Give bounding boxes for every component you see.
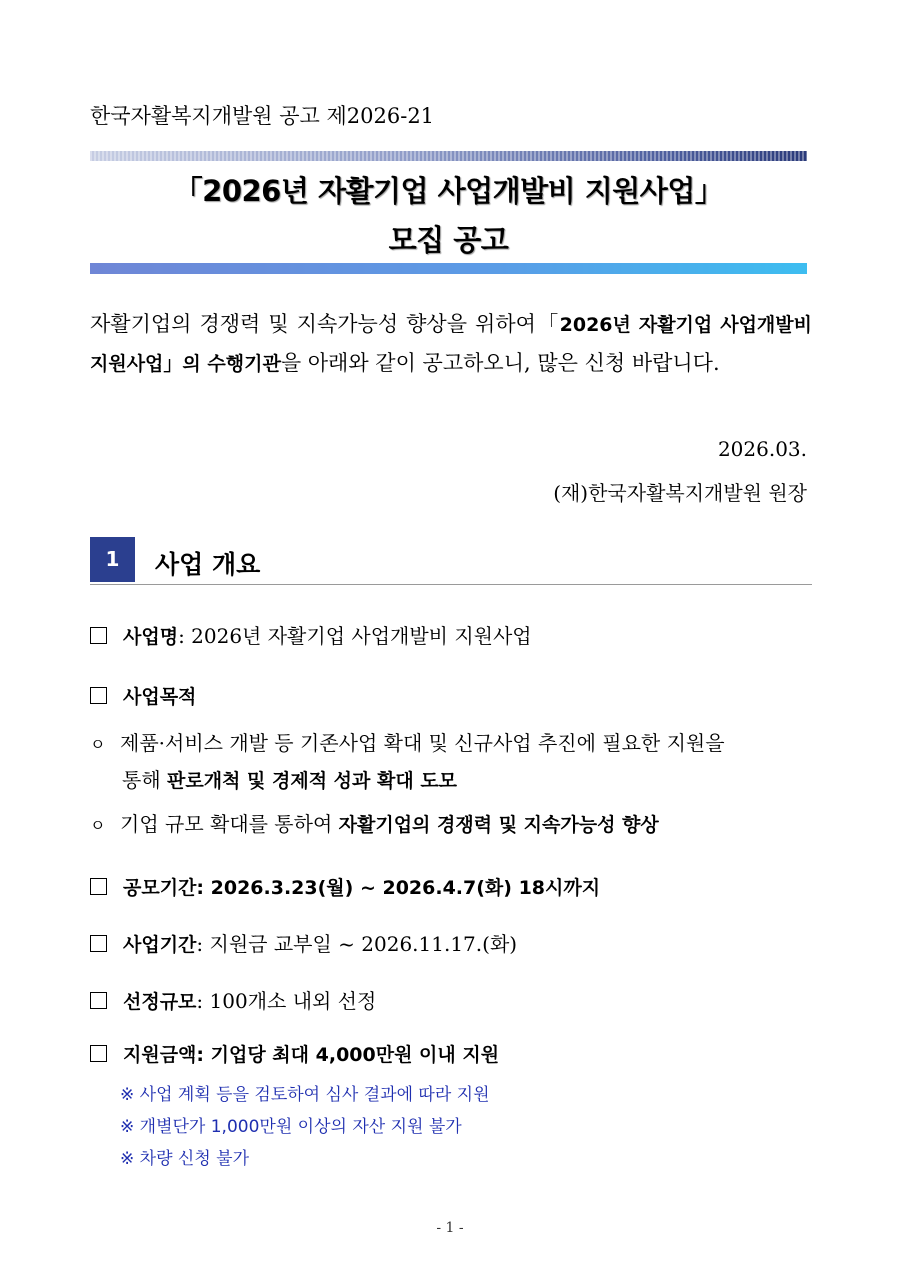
item-value: : 지원금 교부일 ~ 2026.11.17.(화): [196, 932, 518, 956]
item-label: 지원금액: [123, 1044, 197, 1066]
item-label: 사업기간: [123, 934, 197, 956]
support-note-2: ※ 개별단가 1,000만원 이상의 자산 지원 불가: [120, 1117, 462, 1137]
checkbox-square-icon: [90, 687, 107, 704]
item-business-purpose: [90, 682, 196, 709]
purpose-bullet-2: [90, 808, 659, 837]
purpose-bullet-1-continuation: [122, 764, 457, 793]
bullet-marker: ㅇ: [90, 816, 106, 835]
bullet-bold-text: 판로개척 및 경제적 성과 확대 도모: [167, 770, 458, 792]
item-label: 사업목적: [123, 686, 197, 708]
notice-number: 한국자활복지개발원 공고 제2026-21: [90, 104, 435, 128]
section-divider: [90, 584, 812, 585]
bullet-bold-text: 자활기업의 경쟁력 및 지속가능성 향상: [338, 814, 659, 836]
item-support-amount: [90, 1040, 499, 1067]
notice-date: 2026.03.: [717, 437, 807, 461]
checkbox-square-icon: [90, 1045, 107, 1062]
checkbox-square-icon: [90, 878, 107, 895]
bullet-text: 제품·서비스 개발 등 기존사업 확대 및 신규사업 추진에 필요한 지원을: [120, 731, 725, 755]
page-number: - 1 -: [436, 1220, 464, 1236]
item-label: 선정규모: [123, 991, 197, 1013]
item-business-name: [90, 620, 532, 649]
intro-text-2: 을 아래와 같이 공고하오니, 많은 신청 바랍니다.: [280, 351, 720, 375]
item-label: 공모기간: [123, 877, 197, 899]
section-title: 사업 개요: [155, 550, 261, 579]
intro-text-1: 자활기업의 경쟁력 및 지속가능성 향상을 위하여「: [90, 312, 560, 336]
item-recruit-period: [90, 873, 600, 900]
title-line-2: 모집 공고: [388, 223, 509, 257]
support-note-1: ※ 사업 계획 등을 검토하여 심사 결과에 따라 지원: [120, 1085, 490, 1105]
bullet-text: 통해: [122, 768, 167, 792]
bullet-marker: ㅇ: [90, 735, 106, 754]
title-bottom-bar: [90, 263, 807, 274]
title-top-bar-pattern: [90, 151, 807, 161]
item-selection-scale: [90, 985, 376, 1014]
bullet-text: 기업 규모 확대를 통하여: [120, 812, 339, 836]
support-note-3: ※ 차량 신청 불가: [120, 1149, 249, 1169]
checkbox-square-icon: [90, 935, 107, 952]
intro-paragraph: [90, 305, 812, 383]
section-number-badge: 1: [90, 537, 135, 582]
purpose-bullet-1: [90, 727, 725, 756]
issuing-organization: (재)한국자활복지개발원 원장: [553, 481, 807, 505]
checkbox-square-icon: [90, 627, 107, 644]
checkbox-square-icon: [90, 992, 107, 1009]
item-value: : 2026.3.23(월) ~ 2026.4.7(화) 18시까지: [196, 877, 601, 899]
item-business-period: [90, 928, 517, 957]
item-value: : 2026년 자활기업 사업개발비 지원사업: [178, 624, 532, 648]
item-value: : 100개소 내외 선정: [196, 989, 377, 1013]
item-label: 사업명: [123, 626, 179, 648]
title-line-1: 「2026년 자활기업 사업개발비 지원사업」: [173, 174, 724, 208]
item-value: : 기업당 최대 4,000만원 이내 지원: [196, 1044, 500, 1066]
intro-bold-text: 2026년 자활기업 사업개발비 지원사업」의 수행기관: [90, 314, 812, 375]
